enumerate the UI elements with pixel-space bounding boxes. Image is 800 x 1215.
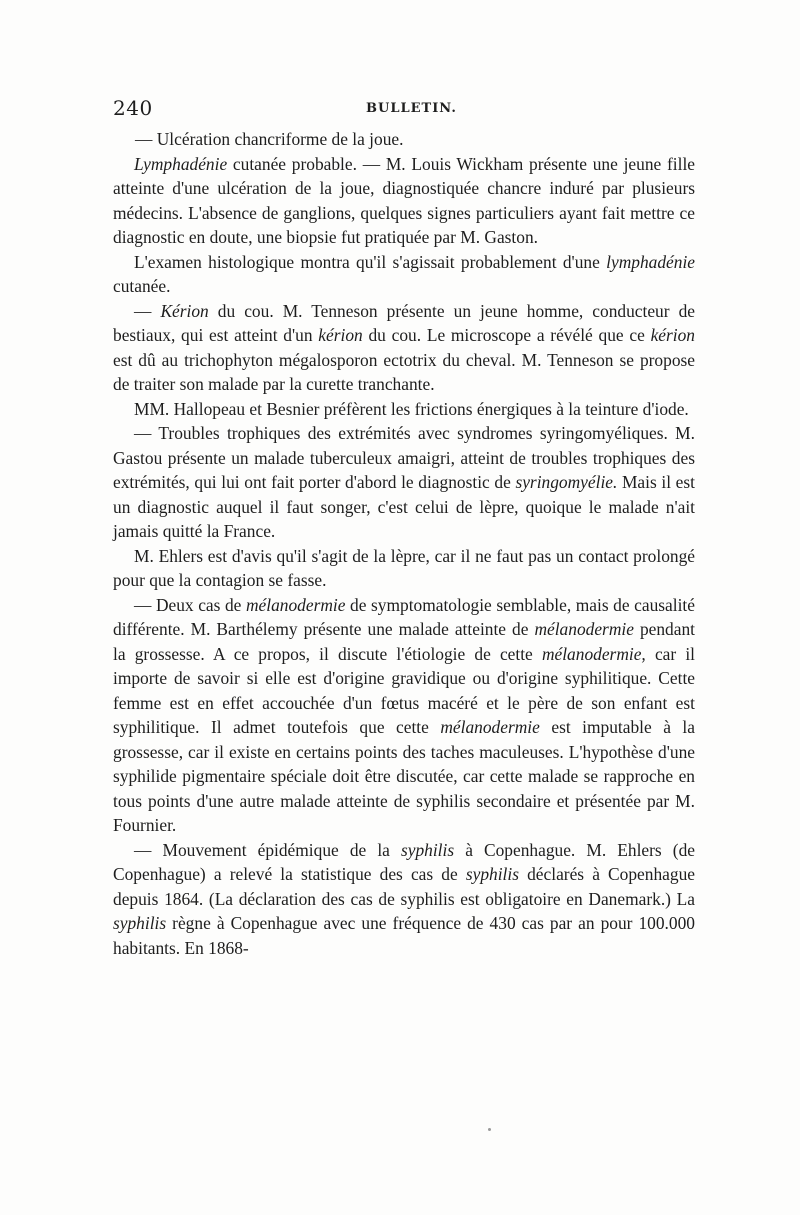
body-text	[113, 127, 695, 960]
print-speck	[488, 1128, 491, 1131]
paragraph-text: — Troubles trophiques des extrémités avec syndromes syringomyéliques. M. Gastou présente un malade tuberculeux amaigri, atteint de troubles trophiques des extrémités, qui lui ont fait porter d'abord le diagnostic de	[113, 423, 695, 492]
paragraph-text: du cou. Le microscope a révélé que ce	[362, 325, 651, 345]
italic-term: syphilis	[400, 839, 455, 860]
paragraph-text: de symptomatologie semblable, mais de causalité différente. M. Barthélemy présente une malade atteinte de	[113, 594, 695, 639]
paragraph-text: est imputable à la grossesse, car il existe en certains points des taches maculeuses. L'hypothèse d'une syphilide pigmentaire spéciale doit être discutée, car cette malade se rapproche en tous points d'une autre malade atteinte de syphilis secondaire et présentée par M. Fournier.	[113, 717, 695, 835]
italic-term: mélanodermie	[245, 594, 346, 615]
paragraph-text: car il importe de savoir si elle est d'origine gravidique ou d'origine syphilitique. Cette femme est en effet accouchée d'un fœtus macéré et le père de son enfant est syphilitique. Il admet toutefois que cette	[113, 643, 695, 737]
italic-term: lymphadénie	[606, 251, 695, 272]
paragraph-text: pendant la grossesse. A ce propos, il discute l'étiologie de cette	[113, 619, 695, 664]
paragraph-text: déclarés à Copenhague depuis 1864. (La déclaration des cas de syphilis est obligatoire en Danemark.) La	[113, 864, 695, 909]
paragraph-lymphadenie	[113, 152, 695, 250]
paragraph-hallopeau-besnier	[113, 397, 695, 422]
paragraph-text: règne à Copenhague avec une fréquence de 430 cas par an pour 100.000 habitants. En 1868-	[113, 913, 695, 958]
italic-term: mélanodermie	[534, 619, 634, 639]
paragraph-text: —	[134, 300, 161, 321]
italic-term: Kérion	[160, 300, 209, 321]
paragraph-troubles-trophiques	[113, 421, 695, 544]
paragraph-text: Mais il est un diagnostic auquel il faut songer, c'est celui de lèpre, quoique le malade n'ait jamais quitté la France.	[113, 472, 695, 541]
page-header	[113, 96, 695, 122]
italic-term: Lymphadénie	[134, 153, 228, 174]
paragraph-text: — Mouvement épidémique de la	[134, 839, 401, 860]
italic-term: syringomyélie.	[515, 472, 618, 492]
paragraph-text: à Copenhague. M. Ehlers (de Copenhague) a relevé la statistique des cas de	[113, 839, 695, 884]
paragraph-examen-histologique	[113, 250, 695, 299]
paragraph-ehlers-lepre	[113, 544, 695, 593]
italic-term: kérion	[650, 325, 696, 345]
italic-term: syphilis	[113, 913, 167, 933]
paragraph-text: est dû au trichophyton mégalosporon ectotrix du cheval. M. Tenneson se propose de traiter son malade par la curette tranchante.	[113, 349, 695, 394]
page-number: 240	[113, 96, 153, 120]
paragraph-text: — Ulcération chancriforme de la joue.	[135, 129, 404, 149]
paragraph-text: L'examen histologique montra qu'il s'agissait probablement d'une	[134, 251, 607, 272]
paragraph-text: — Deux cas de	[134, 594, 246, 615]
paragraph-ulceration-heading	[113, 127, 695, 152]
paragraph-text: M. Ehlers est d'avis qu'il s'agit de la lèpre, car il ne faut pas un contact prolongé pour que la contagion se fasse.	[113, 545, 695, 590]
italic-term: mélanodermie,	[541, 643, 646, 664]
paragraph-text: MM. Hallopeau et Besnier préfèrent les frictions énergiques à la teinture d'iode.	[134, 398, 689, 419]
paragraph-text: cutanée probable. — M. Louis Wickham présente une jeune fille atteinte d'une ulcération de la joue, diagnostiquée chancre induré par plusieurs médecins. L'absence de ganglions, quelques signes particuliers ayant fait mettre ce diagnostic en doute, une biopsie fut pratiquée par M. Gaston.	[113, 153, 695, 247]
paragraph-text: du cou. M. Tenneson présente un jeune homme, conducteur de bestiaux, qui est atteint d'un	[113, 300, 695, 345]
paragraph-kerion	[113, 299, 695, 397]
paragraph-melanodermie	[113, 593, 695, 838]
paragraph-syphilis-copenhague	[113, 838, 695, 961]
italic-term: mélanodermie	[440, 717, 540, 737]
italic-term: kérion	[318, 325, 363, 345]
running-head: BULLETIN.	[366, 101, 457, 116]
italic-term: syphilis	[465, 864, 519, 884]
paragraph-text: cutanée.	[113, 276, 171, 296]
